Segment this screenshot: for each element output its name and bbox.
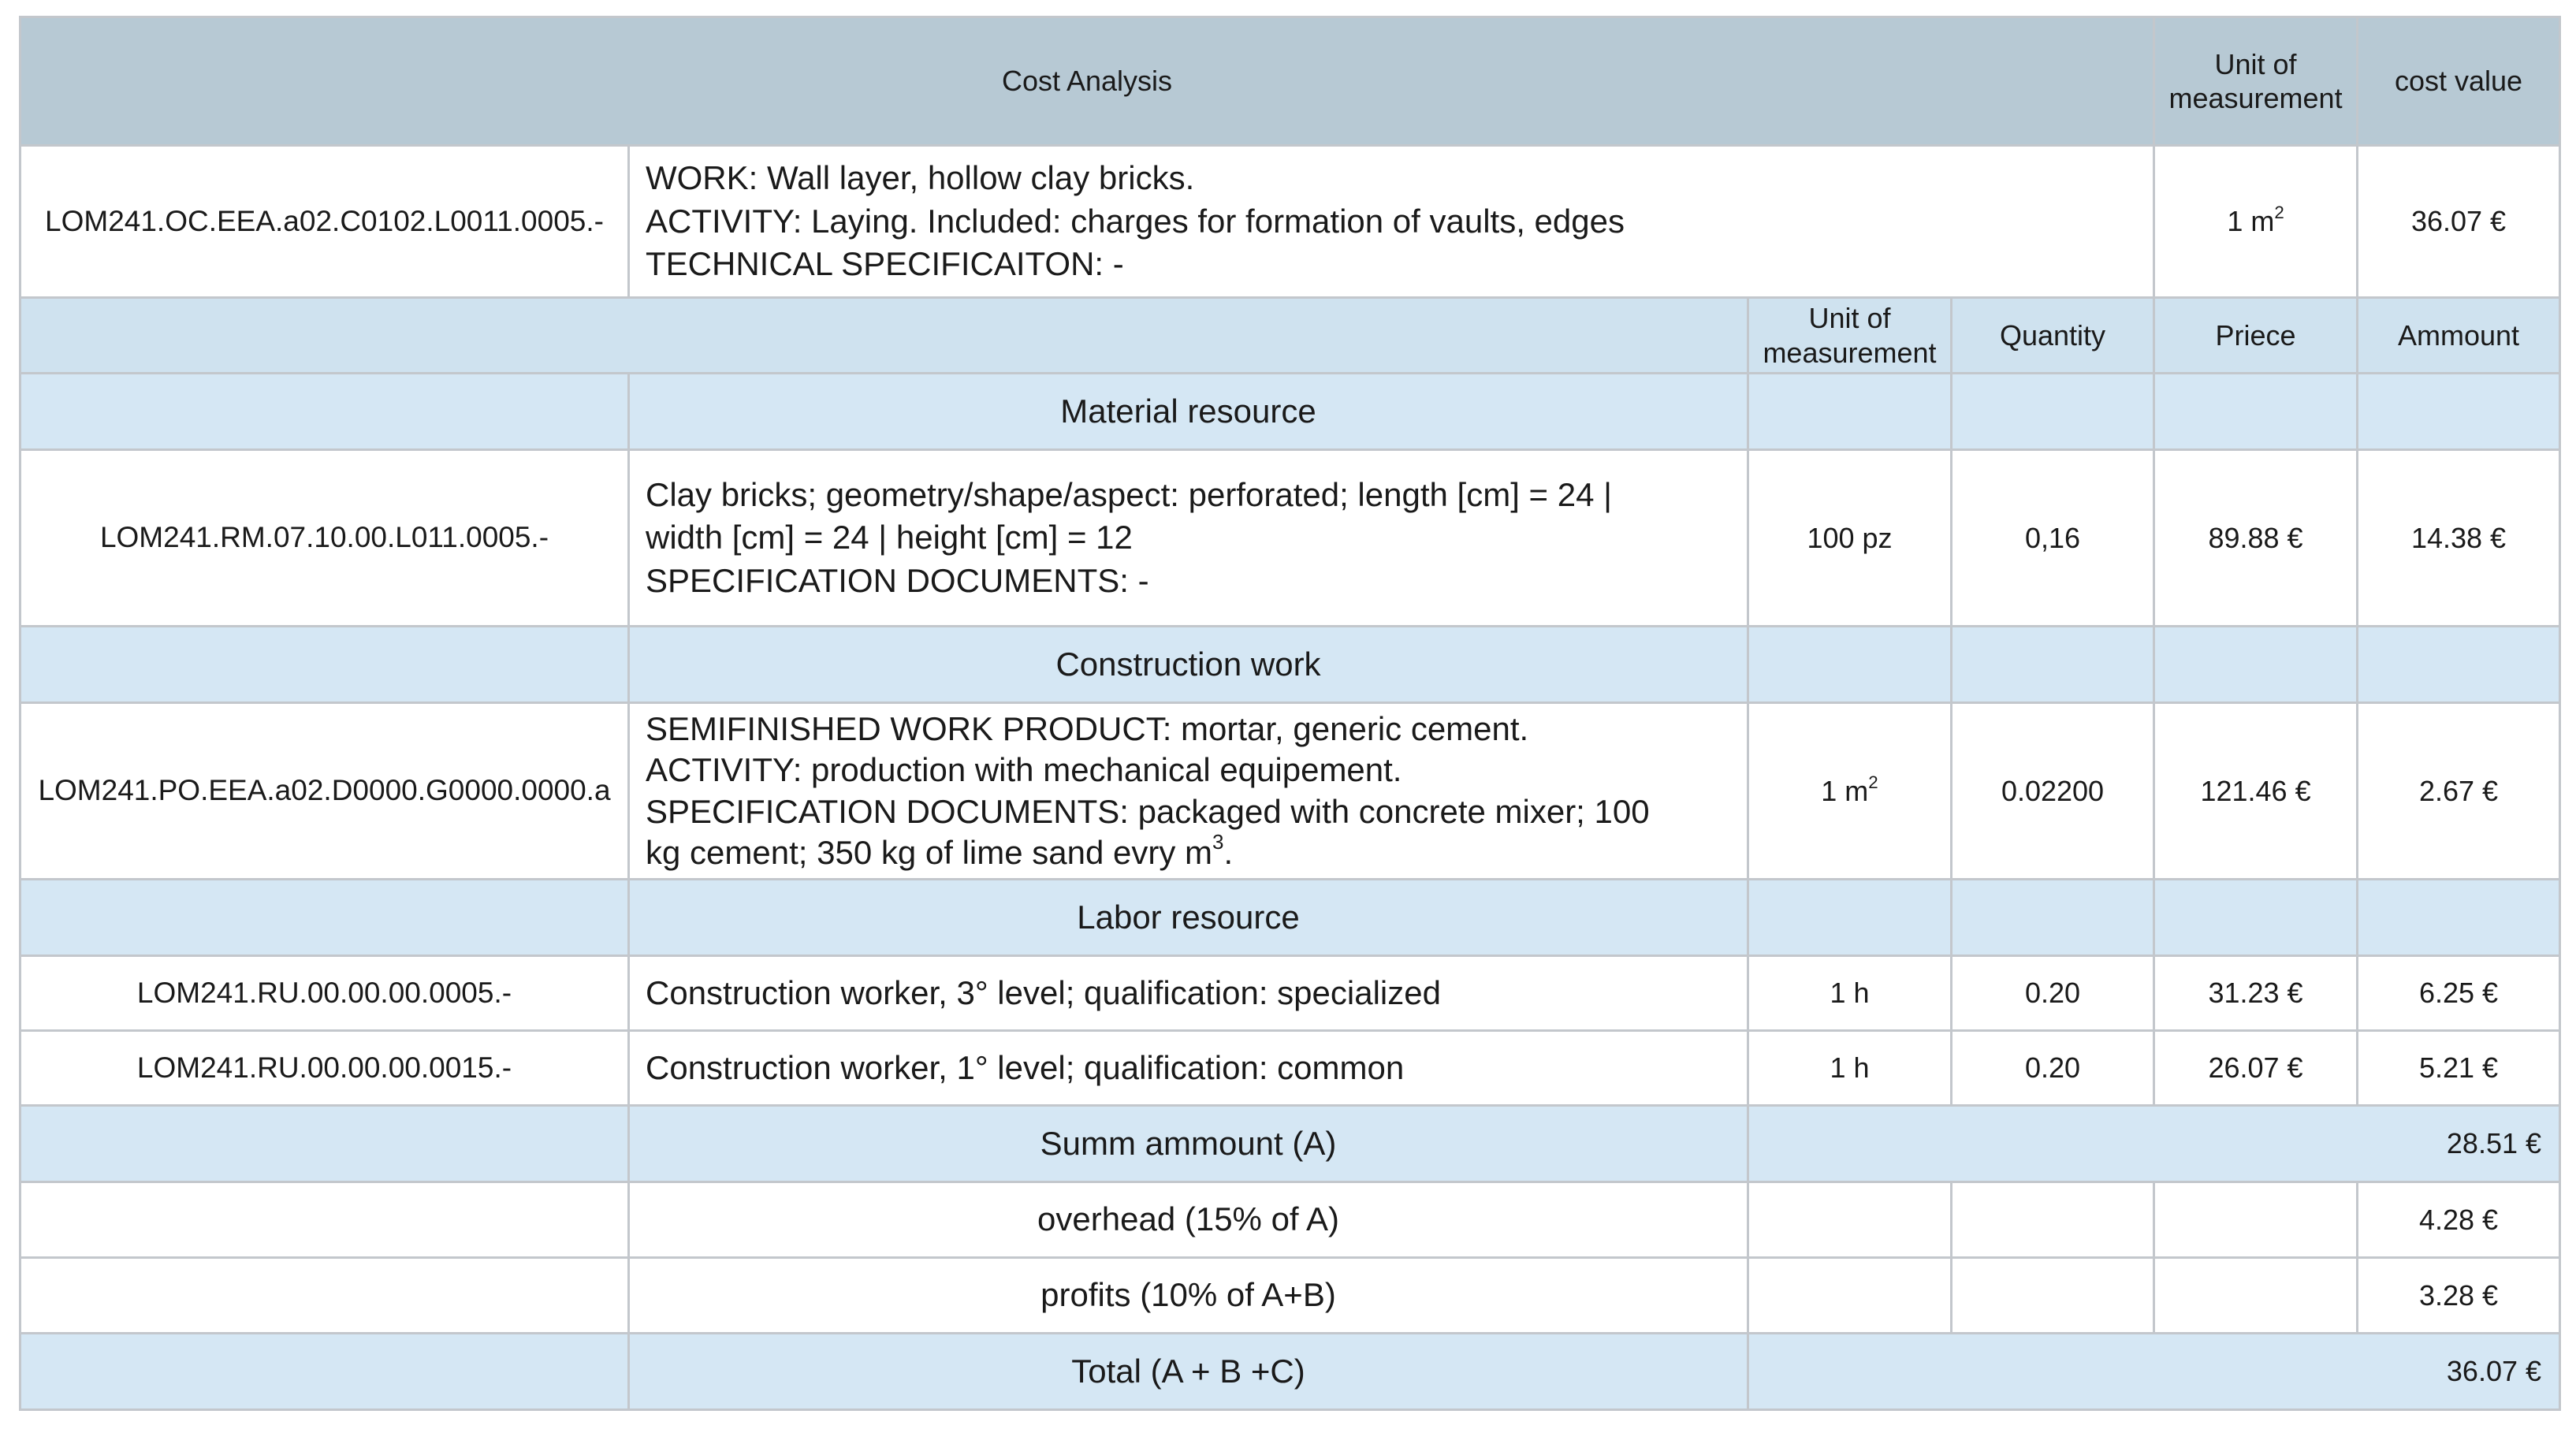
band-cell xyxy=(1748,374,1952,450)
section-row-material xyxy=(20,374,2560,450)
section-label-material: Material resource xyxy=(629,374,1748,450)
construction-quantity: 0.02200 xyxy=(1952,703,2154,880)
cost-analysis-table xyxy=(19,16,2561,1411)
material-amount: 14.38 € xyxy=(2358,450,2560,627)
material-quantity: 0,16 xyxy=(1952,450,2154,627)
band-cell xyxy=(2358,880,2560,956)
band-cell xyxy=(2154,374,2358,450)
material-line-2: width [cm] = 24 | height [cm] = 12 xyxy=(646,519,1133,556)
labor-unit: 1 h xyxy=(1748,956,1952,1031)
work-code: LOM241.OC.EEA.a02.C0102.L0011.0005.- xyxy=(20,146,629,298)
profits-row xyxy=(20,1258,2560,1334)
profits-value: 3.28 € xyxy=(2358,1258,2560,1334)
empty-cell xyxy=(1952,1182,2154,1258)
empty-cell xyxy=(1748,1258,1952,1334)
band-cell xyxy=(1748,627,1952,703)
overhead-label: overhead (15% of A) xyxy=(629,1182,1748,1258)
labor-price: 31.23 € xyxy=(2154,956,2358,1031)
column-header-unit: Unit of measurement xyxy=(1748,298,1952,374)
section-label-construction: Construction work xyxy=(629,627,1748,703)
labor-quantity: 0.20 xyxy=(1952,1031,2154,1106)
labor-unit: 1 h xyxy=(1748,1031,1952,1106)
work-unit-value: 1 m xyxy=(2227,205,2275,238)
labor-row xyxy=(20,1031,2560,1106)
material-code: LOM241.RM.07.10.00.L011.0005.- xyxy=(20,450,629,627)
column-header-row xyxy=(20,298,2560,374)
empty-cell xyxy=(20,1258,629,1334)
construction-line-1: SEMIFINISHED WORK PRODUCT: mortar, generic cement. xyxy=(646,710,1529,748)
band-cell xyxy=(2154,880,2358,956)
band-cell xyxy=(20,627,629,703)
material-row xyxy=(20,450,2560,627)
band-cell xyxy=(20,1334,629,1410)
cost-analysis-title: Cost Analysis xyxy=(20,17,2154,146)
construction-price: 121.46 € xyxy=(2154,703,2358,880)
labor-amount: 5.21 € xyxy=(2358,1031,2560,1106)
empty-cell xyxy=(2154,1258,2358,1334)
overhead-value: 4.28 € xyxy=(2358,1182,2560,1258)
construction-amount: 2.67 € xyxy=(2358,703,2560,880)
construction-unit-exponent: 2 xyxy=(1868,772,1878,792)
section-row-labor xyxy=(20,880,2560,956)
header-cost-value: cost value xyxy=(2358,17,2560,146)
band-cell xyxy=(1748,880,1952,956)
band-cell xyxy=(20,374,629,450)
construction-row xyxy=(20,703,2560,880)
labor-code: LOM241.RU.00.00.00.0005.- xyxy=(20,956,629,1031)
material-price: 89.88 € xyxy=(2154,450,2358,627)
construction-line-3: SPECIFICATION DOCUMENTS: packaged with concrete mixer; 100 xyxy=(646,792,1650,830)
band-cell xyxy=(2154,627,2358,703)
profits-label: profits (10% of A+B) xyxy=(629,1258,1748,1334)
construction-line-4-text: kg cement; 350 kg of lime sand evry m xyxy=(646,833,1212,871)
labor-price: 26.07 € xyxy=(2154,1031,2358,1106)
labor-description: Construction worker, 3° level; qualification: specialized xyxy=(629,956,1748,1031)
labor-amount: 6.25 € xyxy=(2358,956,2560,1031)
work-unit-exponent: 2 xyxy=(2274,203,2284,223)
section-label-labor: Labor resource xyxy=(629,880,1748,956)
band-cell xyxy=(2358,374,2560,450)
total-label: Total (A + B +C) xyxy=(629,1334,1748,1410)
column-header-quantity: Quantity xyxy=(1952,298,2154,374)
sum-value: 28.51 € xyxy=(1748,1106,2560,1182)
construction-code: LOM241.PO.EEA.a02.D0000.G0000.0000.a xyxy=(20,703,629,880)
band-cell xyxy=(1952,880,2154,956)
work-cost-value: 36.07 € xyxy=(2358,146,2560,298)
construction-line-4 xyxy=(646,829,1734,873)
work-unit xyxy=(2154,146,2358,298)
total-value: 36.07 € xyxy=(1748,1334,2560,1410)
column-header-blank xyxy=(20,298,1748,374)
construction-unit xyxy=(1748,703,1952,880)
material-line-3: SPECIFICATION DOCUMENTS: - xyxy=(646,561,1149,599)
column-header-amount: Ammount xyxy=(2358,298,2560,374)
sum-label: Summ ammount (A) xyxy=(629,1106,1748,1182)
empty-cell xyxy=(20,1182,629,1258)
sum-row xyxy=(20,1106,2560,1182)
empty-cell xyxy=(1748,1182,1952,1258)
overhead-row xyxy=(20,1182,2560,1258)
construction-line-4-end: . xyxy=(1223,833,1234,871)
header-unit-of-measurement: Unit of measurement xyxy=(2154,17,2358,146)
construction-line-2: ACTIVITY: production with mechanical equipement. xyxy=(646,751,1402,789)
material-line-1: Clay bricks; geometry/shape/aspect: perforated; length [cm] = 24 | xyxy=(646,475,1613,513)
labor-description: Construction worker, 1° level; qualification: common xyxy=(629,1031,1748,1106)
material-description xyxy=(629,450,1748,627)
work-line-work: WORK: Wall layer, hollow clay bricks. xyxy=(646,159,1195,197)
total-row xyxy=(20,1334,2560,1410)
construction-description xyxy=(629,703,1748,880)
band-cell xyxy=(1952,374,2154,450)
work-row xyxy=(20,146,2560,298)
section-row-construction xyxy=(20,627,2560,703)
empty-cell xyxy=(2154,1182,2358,1258)
material-unit: 100 pz xyxy=(1748,450,1952,627)
labor-code: LOM241.RU.00.00.00.0015.- xyxy=(20,1031,629,1106)
header-row xyxy=(20,17,2560,146)
work-line-activity: ACTIVITY: Laying. Included: charges for formation of vaults, edges xyxy=(646,202,1625,240)
work-line-spec: TECHNICAL SPECIFICAITON: - xyxy=(646,245,1124,283)
construction-unit-value: 1 m xyxy=(1821,774,1869,807)
work-description xyxy=(629,146,2154,298)
labor-row xyxy=(20,956,2560,1031)
empty-cell xyxy=(1952,1258,2154,1334)
band-cell xyxy=(1952,627,2154,703)
labor-quantity: 0.20 xyxy=(1952,956,2154,1031)
column-header-price: Priece xyxy=(2154,298,2358,374)
band-cell xyxy=(20,880,629,956)
band-cell xyxy=(20,1106,629,1182)
band-cell xyxy=(2358,627,2560,703)
construction-line-4-exponent: 3 xyxy=(1212,829,1224,854)
